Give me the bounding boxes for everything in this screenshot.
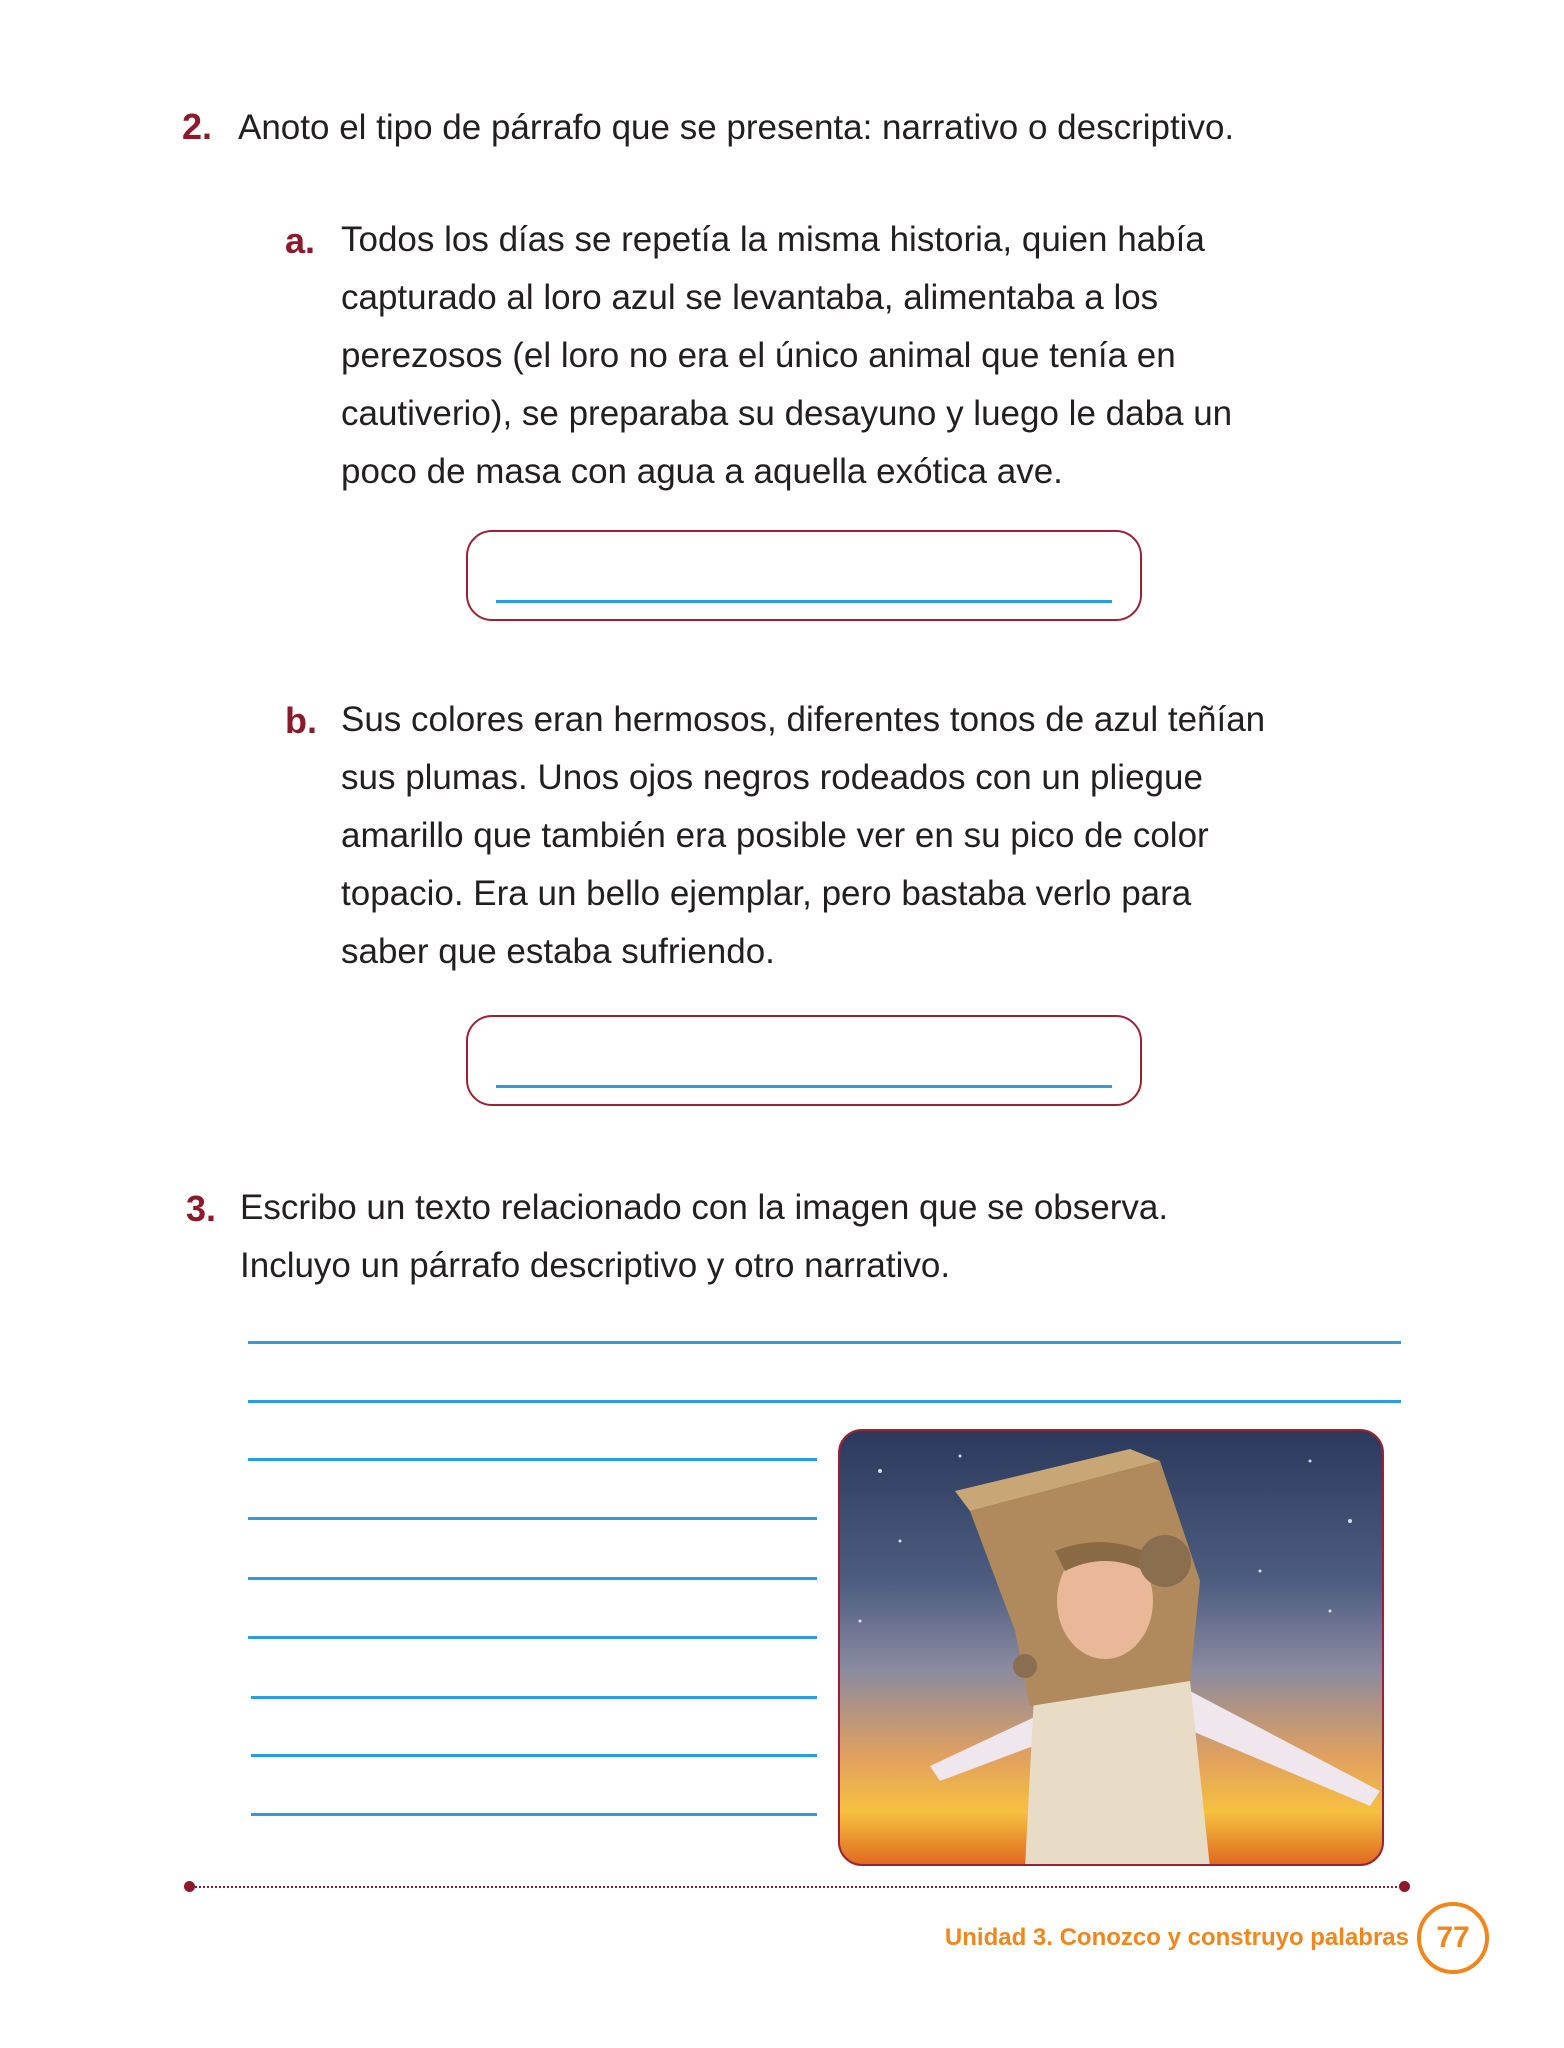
paragraph-line: cautiverio), se preparaba su desayuno y luego le daba un bbox=[341, 394, 1233, 433]
writing-line[interactable] bbox=[248, 1400, 1401, 1403]
question-2-prompt: Anoto el tipo de párrafo que se presenta: narrativo o descriptivo. bbox=[238, 108, 1235, 147]
divider-dot-right bbox=[1399, 1881, 1410, 1892]
paragraph-line: capturado al loro azul se levantaba, alimentaba a los bbox=[341, 278, 1159, 317]
writing-line[interactable] bbox=[248, 1458, 817, 1461]
answer-line bbox=[496, 1085, 1112, 1088]
paragraph-line: amarillo que también era posible ver en su pico de color bbox=[341, 816, 1209, 855]
writing-line[interactable] bbox=[248, 1577, 817, 1580]
item-b-paragraph bbox=[341, 691, 1265, 981]
writing-line[interactable] bbox=[251, 1696, 817, 1699]
child-astronaut-photo bbox=[838, 1429, 1384, 1866]
writing-line[interactable] bbox=[248, 1341, 1401, 1344]
prompt-line: Escribo un texto relacionado con la imagen que se observa. bbox=[240, 1188, 1169, 1227]
answer-line bbox=[496, 600, 1112, 603]
paragraph-line: perezosos (el loro no era el único animal que tenía en bbox=[341, 336, 1176, 375]
writing-line[interactable] bbox=[248, 1636, 817, 1639]
item-a-paragraph bbox=[341, 211, 1232, 501]
answer-box-a[interactable] bbox=[466, 530, 1142, 621]
paragraph-line: Todos los días se repetía la misma historia, quien había bbox=[341, 220, 1205, 259]
paragraph-line: saber que estaba sufriendo. bbox=[341, 932, 775, 971]
item-b-label: b. bbox=[285, 700, 317, 741]
question-3-number: 3. bbox=[186, 1188, 217, 1229]
writing-line[interactable] bbox=[251, 1754, 817, 1757]
child-cardboard-astronaut-icon bbox=[840, 1431, 1384, 1866]
prompt-line: Incluyo un párrafo descriptivo y otro narrativo. bbox=[240, 1246, 951, 1285]
paragraph-line: sus plumas. Unos ojos negros rodeados con un pliegue bbox=[341, 758, 1203, 797]
page-number: 77 bbox=[1417, 1902, 1489, 1974]
item-a-label: a. bbox=[285, 220, 316, 261]
question-2-number: 2. bbox=[182, 106, 213, 147]
writing-line[interactable] bbox=[251, 1813, 817, 1816]
writing-line[interactable] bbox=[248, 1517, 817, 1520]
answer-box-b[interactable] bbox=[466, 1015, 1142, 1106]
dotted-divider bbox=[192, 1886, 1404, 1888]
paragraph-line: Sus colores eran hermosos, diferentes tonos de azul teñían bbox=[341, 700, 1266, 739]
paragraph-line: poco de masa con agua a aquella exótica ave. bbox=[341, 452, 1063, 491]
unit-title: Unidad 3. Conozco y construyo palabras bbox=[944, 1924, 1409, 1951]
question-3-prompt bbox=[240, 1179, 1168, 1295]
paragraph-line: topacio. Era un bello ejemplar, pero bastaba verlo para bbox=[341, 874, 1192, 913]
